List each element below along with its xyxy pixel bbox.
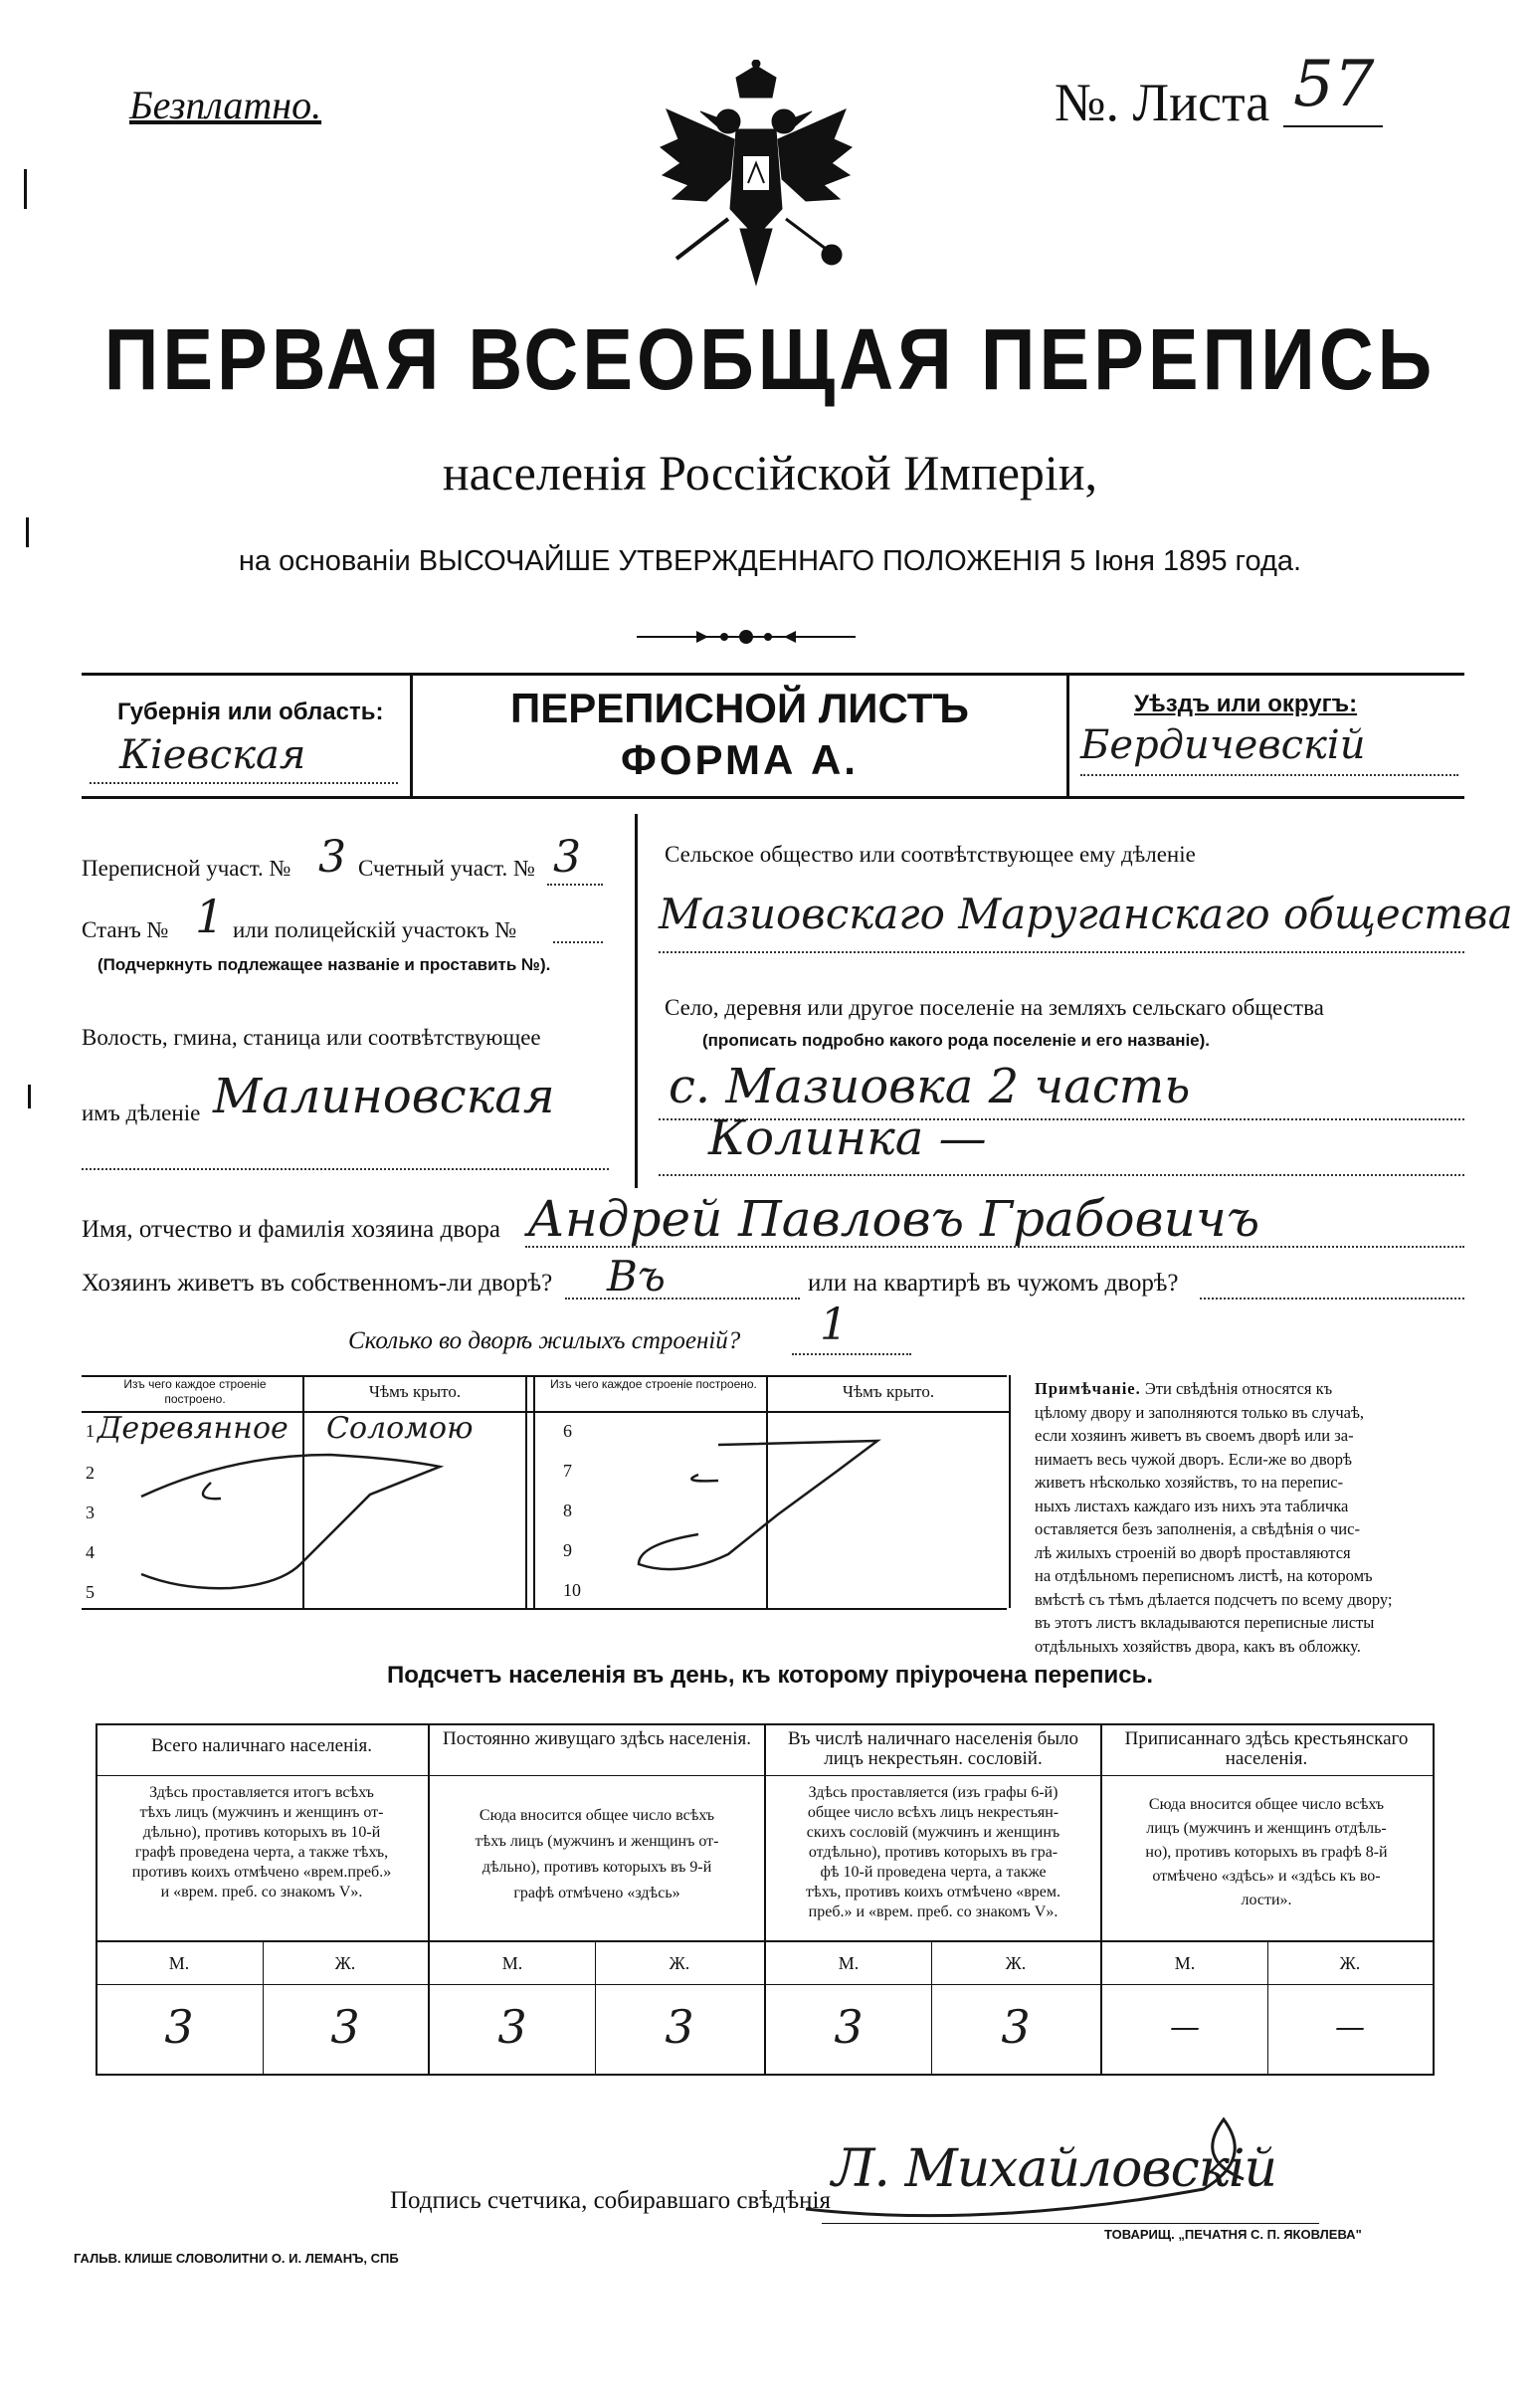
note-line: если хозяинъ живетъ въ своемъ дворѣ или за- — [1035, 1426, 1354, 1445]
counting-line — [547, 884, 603, 886]
sheet-number-underline — [1283, 125, 1383, 127]
village-label: Село, деревня или другое поселеніе на земляхъ сельскаго общества — [665, 995, 1324, 1020]
own-yard-line — [565, 1298, 800, 1300]
gubernia-label: Губернія или область: — [117, 699, 384, 725]
owner-name-line — [525, 1246, 1464, 1248]
census-district-label: Переписной участ. № — [82, 856, 291, 881]
society-line — [659, 951, 1464, 953]
uezd-line — [1080, 774, 1458, 776]
signature-flourish — [786, 2100, 1283, 2239]
page-title: ПЕРВАЯ ВСЕОБЩАЯ ПЕРЕПИСЬ — [103, 310, 1437, 409]
gubernia-line — [90, 782, 398, 784]
count-female: 3 — [330, 2000, 360, 2054]
note-line: живетъ нѣсколько хозяйствъ, то на перепис- — [1035, 1473, 1344, 1492]
col-roofed-left: Чѣмъ крыто. — [368, 1382, 462, 1401]
buildings-table — [82, 1375, 1011, 1610]
row-number: 4 — [86, 1542, 95, 1562]
rented-label: или на квартирѣ въ чужомъ дворѣ? — [808, 1270, 1179, 1297]
pop-col-desc-line: Здѣсь проставляется (изъ графы 6-й) — [808, 1784, 1059, 1801]
pop-col-desc-line: и «врем. преб. со знакомъ V». — [160, 1884, 363, 1901]
underline-note: (Подчеркнуть подлежащее названіе и проставить №). — [97, 955, 551, 974]
note-line: нимаетъ весь чужой дворъ. Если-же во дворѣ — [1035, 1449, 1352, 1469]
row-number: 10 — [563, 1580, 581, 1600]
female-label: Ж. — [1339, 1953, 1361, 1973]
female-label: Ж. — [669, 1953, 690, 1973]
strikethrough-marks — [82, 1375, 1011, 1610]
count-female: 3 — [1001, 2000, 1031, 2054]
row-number: 5 — [86, 1582, 95, 1602]
note-heading: Примѣчаніе. — [1035, 1379, 1141, 1398]
gubernia-value: Кіевская — [119, 732, 306, 778]
note-line: въ этотъ листъ вкладываются переписные листы — [1035, 1613, 1375, 1632]
note-line: ныхъ листахъ каждаго изъ нихъ эта табличка — [1035, 1496, 1349, 1515]
col-built-of-left: Изъ чего каждое строеніе построено. — [123, 1377, 267, 1406]
fields-vertical-divider — [635, 814, 638, 1188]
note-line: цѣлому двору и заполняются только въ случаѣ, — [1035, 1402, 1365, 1422]
pop-col-desc-line: тѣхъ, противъ коихъ отмѣчено «врем. — [806, 1884, 1060, 1901]
row-number: 3 — [86, 1502, 95, 1522]
pop-col-desc-line: Здѣсь проставляется итогъ всѣхъ — [149, 1784, 374, 1801]
police-line — [553, 941, 603, 943]
note-line: отдѣльныхъ хозяйствъ двора, какъ въ обложку. — [1035, 1636, 1361, 1656]
female-label: Ж. — [334, 1953, 356, 1973]
volost-line — [82, 1168, 609, 1170]
pop-col-desc-line: отмѣчено «здѣсь» и «здѣсь къ во- — [1152, 1868, 1381, 1885]
pop-col-desc-line: лости». — [1241, 1892, 1292, 1908]
pop-col-desc-line: графѣ проведена черта, а также тѣхъ, — [134, 1844, 389, 1861]
pop-col-desc-line: лицъ (мужчинъ и женщинъ отдѣль- — [1146, 1820, 1387, 1837]
owner-name-value: Андрей Павловъ Грабовичъ — [527, 1190, 1260, 1248]
male-label: М. — [168, 1953, 190, 1973]
pop-col-desc-line: Сюда вносится общее число всѣхъ — [479, 1807, 715, 1824]
counting-district-value: 3 — [553, 832, 581, 883]
pop-col-desc-line: преб.» и «врем. преб. со знакомъ V». — [808, 1903, 1059, 1920]
own-yard-value: Въ — [607, 1252, 666, 1301]
row-number: 6 — [563, 1421, 572, 1441]
volost-label-2: имъ дѣленіе — [82, 1101, 201, 1125]
row-number: 1 — [86, 1421, 95, 1441]
own-yard-label: Хозяинъ живетъ въ собственномъ-ли дворѣ? — [82, 1270, 553, 1297]
page-subtitle: населенія Россійской Имперіи, — [442, 445, 1098, 501]
count-female: — — [1335, 2010, 1365, 2045]
pop-col-desc-line: дѣльно), противъ которыхъ въ 9-й — [481, 1859, 712, 1876]
owner-name-label: Имя, отчество и фамилія хозяина двора — [82, 1216, 500, 1243]
pop-col-desc-line: графѣ отмѣчено «здѣсь» — [513, 1885, 680, 1902]
row-number: 8 — [563, 1501, 572, 1520]
pop-col-desc-line: отдѣльно), противъ которыхъ въ гра- — [808, 1844, 1059, 1861]
male-label: М. — [501, 1953, 523, 1973]
note-line: лѣ жилыхъ строеній во дворѣ проставляются — [1035, 1542, 1351, 1562]
col-built-of-right: Изъ чего каждое строеніе построено. — [550, 1377, 757, 1391]
built-of-value: Деревянное — [97, 1411, 289, 1446]
roofed-with-value: Соломою — [326, 1411, 474, 1446]
population-table — [96, 1723, 1435, 2076]
stan-value: 1 — [195, 890, 225, 943]
pop-col-desc-line: но), противъ которыхъ въ графѣ 8-й — [1145, 1844, 1388, 1861]
pop-col-desc-line: фѣ 10-й проведена черта, а также — [820, 1864, 1047, 1881]
village-value-1: с. Мазиовка 2 часть — [669, 1059, 1191, 1114]
counting-district-label: Счетный участ. № — [358, 856, 535, 881]
uezd-value: Бердичевскій — [1080, 722, 1366, 768]
pop-col-desc-line: дѣльно), противъ которыхъ въ 10-й — [142, 1824, 381, 1841]
volost-label-1: Волость, гмина, станица или соотвѣтствующее — [82, 1025, 541, 1050]
pop-col-title: Въ числѣ наличнаго населенія было лицъ некрестьян. сословій. — [787, 1728, 1079, 1769]
rented-line — [1200, 1298, 1464, 1300]
sheet-number-value: 57 — [1293, 48, 1375, 121]
note-line: Эти свѣдѣнія относятся къ — [1144, 1379, 1333, 1398]
imperial-eagle-emblem — [637, 60, 875, 299]
note-block — [1035, 1377, 1472, 1658]
population-heading: Подсчетъ населенія въ день, къ которому пріурочена перепись. — [387, 1662, 1153, 1689]
count-female: 3 — [665, 2000, 694, 2054]
male-label: М. — [1174, 1953, 1196, 1973]
note-line: оставляется безъ заполненія, а свѣдѣнія о чис- — [1035, 1519, 1360, 1538]
stan-label: Станъ № — [82, 917, 169, 942]
form-label: ФОРМА А. — [621, 736, 859, 783]
form-box-divider-right — [1066, 673, 1069, 796]
count-male: 3 — [834, 2000, 864, 2054]
row-number: 2 — [86, 1463, 95, 1483]
form-box-top-line — [82, 673, 1464, 676]
printer-left: ГАЛЬВ. КЛИШЕ СЛОВОЛИТНИ О. И. ЛЕМАНЪ, СПБ — [74, 2251, 399, 2266]
basis-line: на основаніи ВЫСОЧАЙШЕ УТВЕРЖДЕННАГО ПОЛОЖЕНІЯ 5 Іюня 1895 года. — [238, 545, 1302, 577]
signature: Л. Михайловскій — [832, 2139, 1276, 2199]
village-line-2 — [659, 1174, 1464, 1176]
col-roofed-right: Чѣмъ крыто. — [842, 1382, 935, 1401]
volost-value: Малиновская — [213, 1069, 555, 1124]
note-line: вмѣстѣ съ тѣмъ дѣлается подсчетъ по всему двору; — [1035, 1589, 1393, 1609]
form-box-bottom-line — [82, 796, 1464, 799]
village-note: (прописать подробно какого рода поселеніе и его названіе). — [702, 1031, 1211, 1050]
female-label: Ж. — [1005, 1953, 1027, 1973]
sheet-number-label: №. Листа — [1055, 73, 1270, 132]
scan-edge-mark — [26, 517, 29, 547]
buildings-label: Сколько во дворѣ жилыхъ строеній? — [348, 1327, 741, 1354]
society-label: Сельское общество или соотвѣтствующее ему дѣленіе — [665, 842, 1196, 867]
scan-edge-mark — [28, 1085, 31, 1108]
police-label: или полицейскій участокъ № — [233, 917, 517, 942]
count-male: 3 — [497, 2000, 527, 2054]
free-label: Безплатно. — [129, 83, 322, 127]
pop-col-desc-line: Сюда вносится общее число всѣхъ — [1148, 1796, 1385, 1813]
society-value: Мазиовскаго Маруганскаго общества — [659, 890, 1513, 938]
scan-edge-mark — [24, 169, 27, 209]
printer-right: ТОВАРИЩ. „ПЕЧАТНЯ С. П. ЯКОВЛЕВА" — [1104, 2227, 1362, 2242]
pop-col-desc-line: тѣхъ лицъ (мужчинъ и женщинъ от- — [475, 1833, 719, 1850]
pop-col-desc-line: общее число всѣхъ лицъ некрестьян- — [807, 1804, 1059, 1821]
pop-col-title: Всего наличнаго населенія. — [150, 1735, 373, 1756]
ornament-divider — [637, 625, 856, 649]
census-district-value: 3 — [318, 832, 346, 883]
note-line: на отдѣльномъ переписномъ листѣ, на которомъ — [1035, 1566, 1373, 1585]
sheet-title: ПЕРЕПИСНОЙ ЛИСТЪ — [510, 685, 969, 731]
male-label: М. — [838, 1953, 860, 1973]
count-male: 3 — [164, 2000, 194, 2054]
row-number: 7 — [563, 1461, 572, 1481]
signature-label: Подпись счетчика, собиравшаго свѣдѣнія — [390, 2187, 831, 2214]
pop-col-desc-line: тѣхъ лицъ (мужчинъ и женщинъ от- — [139, 1804, 384, 1821]
pop-col-desc-line: противъ коихъ отмѣчено «врем.преб.» — [131, 1864, 392, 1881]
pop-col-title: Постоянно живущаго здѣсь населенія. — [443, 1728, 751, 1749]
count-male: — — [1170, 2010, 1200, 2045]
village-value-2: Колинка — — [708, 1110, 987, 1166]
buildings-line — [792, 1353, 911, 1355]
pop-col-title: Приписаннаго здѣсь крестьянскаго населенія. — [1124, 1728, 1409, 1769]
row-number: 9 — [563, 1540, 572, 1560]
buildings-value: 1 — [820, 1300, 848, 1350]
uezd-label: Уѣздъ или округъ: — [1134, 691, 1358, 717]
signature-underline — [822, 2223, 1319, 2224]
pop-col-desc-line: скихъ сословій (мужчинъ и женщинъ — [806, 1824, 1060, 1841]
